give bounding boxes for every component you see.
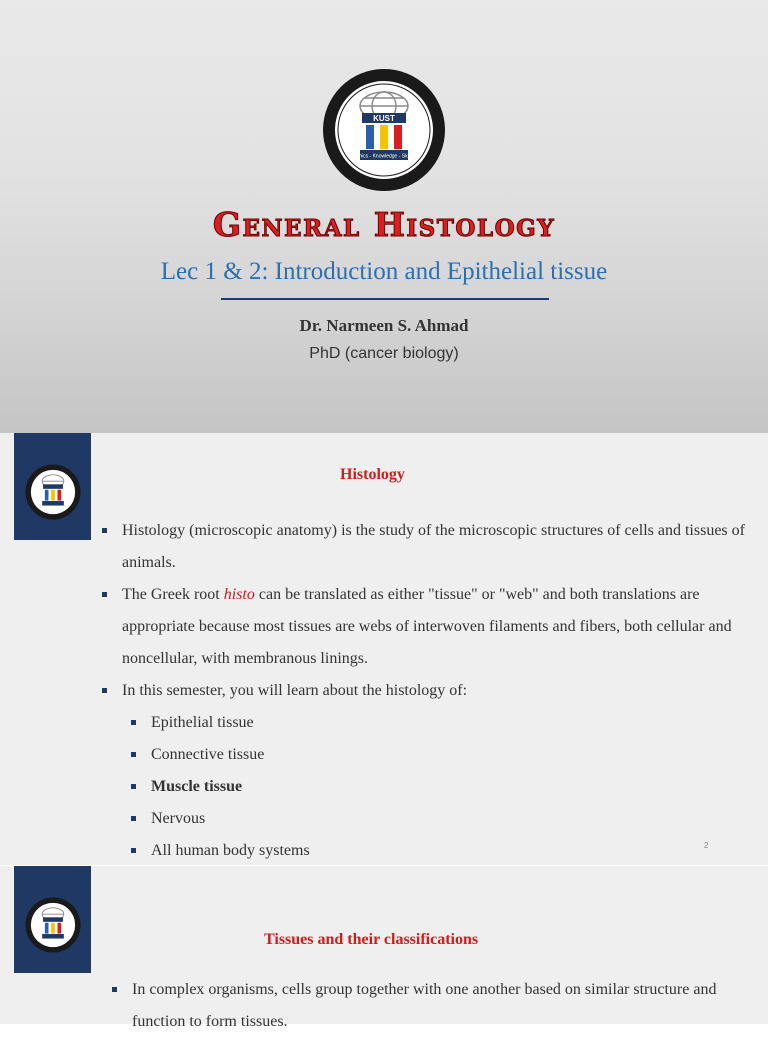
slide-heading: Tissues and their classifications <box>264 931 479 948</box>
sub-list-item: Epithelial tissue <box>100 707 750 739</box>
title-slide <box>0 0 768 433</box>
svg-text:KUST: KUST <box>373 114 395 123</box>
kust-logo-seal <box>322 68 446 192</box>
kust-logo-seal-small <box>25 897 81 953</box>
author-degree: PhD (cancer biology) <box>309 345 459 362</box>
slide-heading: Histology <box>340 466 405 483</box>
list-item: In complex organisms, cells group together with one another based on similar structure and function to form tissues. <box>110 974 750 1038</box>
page-number: 2 <box>704 841 709 850</box>
bullet-list <box>110 974 750 1038</box>
list-item: In this semester, you will learn about the histology of: <box>100 675 750 707</box>
list-item: The Greek root histo can be translated as either "tissue" or "web" and both translations are appropriate because most tissues are webs of interwoven filaments and fibers, both cellular and noncellular, with membranous linings. <box>100 579 750 675</box>
author-name: Dr. Narmeen S. Ahmad <box>299 316 469 335</box>
sub-list-item: Nervous <box>100 803 750 835</box>
sub-list-item: All human body systems <box>100 835 750 867</box>
greek-root-term: histo <box>223 586 255 603</box>
histology-slide <box>0 433 768 865</box>
side-logo-panel <box>14 433 91 540</box>
sub-list-item: Connective tissue <box>100 739 750 771</box>
tissues-slide <box>0 866 768 1030</box>
presentation-title: General Histology <box>212 205 556 244</box>
bullet-list <box>100 515 750 867</box>
title-divider <box>221 298 549 300</box>
list-item: Histology (microscopic anatomy) is the study of the microscopic structures of cells and tissues of animals. <box>100 515 750 579</box>
side-logo-panel <box>14 866 91 973</box>
sub-list-item: Muscle tissue <box>100 771 750 803</box>
lecture-subtitle: Lec 1 & 2: Introduction and Epithelial tissue <box>160 258 608 285</box>
svg-text:Ethics - Knowledge - Skills: Ethics - Knowledge - Skills <box>354 153 414 160</box>
kust-logo-seal-small <box>25 464 81 520</box>
